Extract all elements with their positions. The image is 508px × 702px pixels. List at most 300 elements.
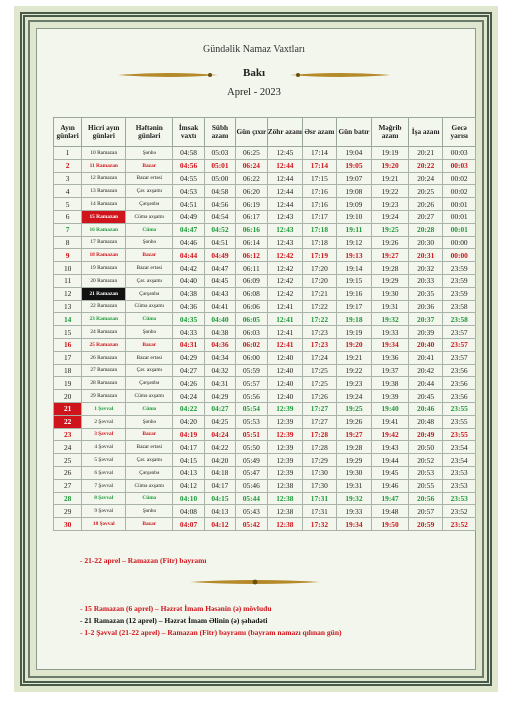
table-cell: 12 Ramazan (82, 172, 126, 185)
table-cell: 06:09 (236, 274, 267, 287)
table-cell: 04:52 (204, 223, 235, 236)
note-2: - 21 Ramazan (12 aprel) – Həzrət İmam Əlinin (ə) şəhadəti (80, 616, 268, 625)
table-cell: 04:08 (173, 505, 204, 518)
table-cell: 12:42 (267, 262, 303, 275)
table-cell: 12:39 (267, 454, 303, 467)
table-cell: 04:07 (173, 518, 204, 531)
table-cell: 19:32 (336, 492, 372, 505)
table-row (54, 518, 476, 531)
table-cell: Çərşənbə (126, 198, 173, 211)
table-cell: 04:55 (173, 172, 204, 185)
table-cell: 19:25 (372, 223, 409, 236)
table-cell: 20:46 (408, 402, 443, 415)
table-cell: 7 (54, 223, 82, 236)
table-cell: Bazar (126, 338, 173, 351)
table-cell: 05:57 (236, 377, 267, 390)
table-cell: 28 Ramazan (82, 377, 126, 390)
table-cell: 19:47 (372, 492, 409, 505)
table-cell: 12:44 (267, 185, 303, 198)
table-cell: 20:41 (408, 351, 443, 364)
table-cell: 19:36 (372, 351, 409, 364)
table-cell: 12:44 (267, 198, 303, 211)
table-cell: 04:38 (173, 287, 204, 300)
table-cell: 17:23 (303, 326, 337, 339)
table-cell: 19:27 (372, 249, 409, 262)
table-cell: 19:15 (336, 274, 372, 287)
table-cell: 12:40 (267, 364, 303, 377)
table-row (54, 351, 476, 364)
table-cell: 23:56 (443, 390, 476, 403)
table-cell: 20:56 (408, 492, 443, 505)
table-cell: 05:49 (236, 454, 267, 467)
table-cell: 24 (54, 441, 82, 454)
table-cell: 20:44 (408, 377, 443, 390)
table-cell: 04:58 (173, 147, 204, 160)
table-cell: 19:30 (372, 287, 409, 300)
table-cell: 04:17 (204, 479, 235, 492)
table-cell: 19:24 (372, 210, 409, 223)
table-row (54, 402, 476, 415)
table-row (54, 274, 476, 287)
table-cell: 17:20 (303, 274, 337, 287)
table-cell: 23:56 (443, 377, 476, 390)
table-cell: 00:02 (443, 185, 476, 198)
table-cell: 23:53 (443, 479, 476, 492)
table-cell: 12:43 (267, 210, 303, 223)
table-cell: 20:40 (408, 338, 443, 351)
table-cell: 17:16 (303, 185, 337, 198)
table-cell: 20:39 (408, 326, 443, 339)
table-cell: Şənbə (126, 505, 173, 518)
table-cell: 19 Ramazan (82, 262, 126, 275)
table-cell: 04:31 (204, 377, 235, 390)
table-cell: 14 Ramazan (82, 198, 126, 211)
table-cell: 23:53 (443, 492, 476, 505)
table-cell: 29 Ramazan (82, 390, 126, 403)
table-row (54, 364, 476, 377)
table-cell: 23:59 (443, 262, 476, 275)
table-cell: 17:30 (303, 466, 337, 479)
table-cell: 04:36 (204, 338, 235, 351)
table-row (54, 185, 476, 198)
table-cell: 11 Ramazan (82, 159, 126, 172)
table-cell: 06:19 (236, 198, 267, 211)
table-row (54, 415, 476, 428)
table-row (54, 428, 476, 441)
table-cell: 19:16 (336, 287, 372, 300)
note-3: - 1-2 Şəvval (21-22 aprel) – Ramazan (Fitr) bayramı (bayram namazı qılınan gün) (80, 628, 342, 637)
table-cell: 06:03 (236, 326, 267, 339)
table-cell: 23:53 (443, 466, 476, 479)
table-cell: 06:06 (236, 300, 267, 313)
table-cell: 4 Şəvval (82, 441, 126, 454)
table-cell: 1 Şəvval (82, 402, 126, 415)
table-cell: 19:42 (372, 428, 409, 441)
table-cell: 23:57 (443, 338, 476, 351)
table-cell: 17 Ramazan (82, 236, 126, 249)
table-cell: 19:13 (336, 249, 372, 262)
table-cell: 19 (54, 377, 82, 390)
table-cell: 04:49 (173, 210, 204, 223)
table-cell: 19:26 (372, 236, 409, 249)
table-row (54, 300, 476, 313)
table-cell: Cümə (126, 313, 173, 326)
table-cell: 12:39 (267, 466, 303, 479)
table-cell: 23:58 (443, 313, 476, 326)
table-row (54, 338, 476, 351)
table-cell: 12:42 (267, 287, 303, 300)
table-cell: 20:31 (408, 249, 443, 262)
table-cell: 17:29 (303, 454, 337, 467)
table-cell: 20:25 (408, 185, 443, 198)
table-cell: 16 Ramazan (82, 223, 126, 236)
table-cell: 00:03 (443, 159, 476, 172)
table-cell: 19:39 (372, 390, 409, 403)
table-cell: 04:27 (204, 402, 235, 415)
table-cell: 20:24 (408, 172, 443, 185)
table-cell: 3 (54, 172, 82, 185)
table-cell: 20:32 (408, 262, 443, 275)
table-cell: 04:34 (204, 351, 235, 364)
table-row (54, 172, 476, 185)
table-cell: 17:30 (303, 479, 337, 492)
table-cell: 04:12 (173, 479, 204, 492)
table-cell: 4 (54, 185, 82, 198)
divider-ornament-icon (190, 578, 320, 586)
table-cell: 17:31 (303, 492, 337, 505)
table-cell: 04:13 (173, 466, 204, 479)
table-cell: 20:48 (408, 415, 443, 428)
table-cell: 04:17 (173, 441, 204, 454)
table-cell: 19:28 (372, 262, 409, 275)
table-cell: 22 Ramazan (82, 300, 126, 313)
table-cell: 19:22 (372, 185, 409, 198)
table-cell: 13 Ramazan (82, 185, 126, 198)
table-cell: 19:33 (372, 326, 409, 339)
table-cell: 12:45 (267, 147, 303, 160)
table-cell: 21 Ramazan (82, 287, 126, 300)
table-cell: 20:37 (408, 313, 443, 326)
table-cell: 12:38 (267, 492, 303, 505)
table-cell: 04:25 (204, 415, 235, 428)
table-cell: 04:53 (173, 185, 204, 198)
table-cell: 29 (54, 505, 82, 518)
table-cell: 04:22 (204, 441, 235, 454)
table-cell: 05:50 (236, 441, 267, 454)
table-cell: 19:20 (372, 159, 409, 172)
table-cell: 19:27 (336, 428, 372, 441)
table-cell: 19:17 (336, 300, 372, 313)
table-cell: 17:25 (303, 377, 337, 390)
table-cell: 18 (54, 364, 82, 377)
table-cell: 10 (54, 262, 82, 275)
table-cell: Cümə axşamı (126, 300, 173, 313)
table-cell: 20:42 (408, 364, 443, 377)
table-cell: 19:37 (372, 364, 409, 377)
table-cell: Çərşənbə (126, 377, 173, 390)
table-cell: 17:18 (303, 236, 337, 249)
table-row (54, 249, 476, 262)
table-cell: 12:42 (267, 249, 303, 262)
column-header: Ayın günləri (54, 118, 82, 147)
table-row (54, 390, 476, 403)
table-cell: 20:52 (408, 454, 443, 467)
table-cell: 8 Şəvval (82, 492, 126, 505)
table-cell: 19:14 (336, 262, 372, 275)
table-cell: 04:43 (204, 287, 235, 300)
table-cell: 04:32 (204, 364, 235, 377)
table-cell: Bazar ertəsi (126, 172, 173, 185)
table-cell: 14 (54, 313, 82, 326)
table-cell: Cümə (126, 223, 173, 236)
table-cell: 18 Ramazan (82, 249, 126, 262)
table-cell: 10 Ramazan (82, 147, 126, 160)
table-cell: 23:52 (443, 518, 476, 531)
table-cell: 10 Şəvval (82, 518, 126, 531)
column-header: İmsak vaxtı (173, 118, 204, 147)
table-cell: 06:08 (236, 287, 267, 300)
table-cell: 04:49 (204, 249, 235, 262)
table-cell: 19:20 (336, 338, 372, 351)
table-cell: 17:27 (303, 415, 337, 428)
table-cell: 12:44 (267, 159, 303, 172)
table-cell: 19:21 (372, 172, 409, 185)
table-cell: 23:58 (443, 300, 476, 313)
table-cell: 04:12 (204, 518, 235, 531)
table-row (54, 326, 476, 339)
table-row (54, 159, 476, 172)
table-cell: 19:08 (336, 185, 372, 198)
table-cell: 04:38 (204, 326, 235, 339)
table-cell: 12:41 (267, 300, 303, 313)
table-cell: 12:42 (267, 274, 303, 287)
table-row (54, 198, 476, 211)
table-cell: 20:49 (408, 428, 443, 441)
table-cell: 04:46 (173, 236, 204, 249)
table-cell: 15 (54, 326, 82, 339)
table-cell: 06:05 (236, 313, 267, 326)
table-cell: 04:27 (173, 364, 204, 377)
table-cell: 12:39 (267, 428, 303, 441)
table-row (54, 492, 476, 505)
table-cell: 17:24 (303, 351, 337, 364)
table-cell: 05:42 (236, 518, 267, 531)
table-cell: 06:12 (236, 249, 267, 262)
table-cell: 04:58 (204, 185, 235, 198)
table-cell: 04:42 (173, 262, 204, 275)
table-cell: 20:33 (408, 274, 443, 287)
table-cell: 17:19 (303, 249, 337, 262)
table-cell: 19:34 (372, 338, 409, 351)
table-cell: 3 Şəvval (82, 428, 126, 441)
table-cell: 04:20 (173, 415, 204, 428)
table-cell: 20:28 (408, 223, 443, 236)
table-cell: 25 Ramazan (82, 338, 126, 351)
table-cell: 20:27 (408, 210, 443, 223)
table-cell: 20:59 (408, 518, 443, 531)
table-cell: 17:16 (303, 198, 337, 211)
table-cell: 00:01 (443, 223, 476, 236)
table-cell: 12:39 (267, 441, 303, 454)
table-cell: Çər. axşamı (126, 185, 173, 198)
table-cell: 17:22 (303, 300, 337, 313)
table-row (54, 210, 476, 223)
table-cell: 12:40 (267, 351, 303, 364)
table-cell: 04:40 (173, 274, 204, 287)
table-cell: 12:38 (267, 479, 303, 492)
table-cell: 19:29 (372, 274, 409, 287)
table-cell: 17:28 (303, 441, 337, 454)
table-cell: 19:45 (372, 466, 409, 479)
table-cell: 04:15 (173, 454, 204, 467)
table-cell: 04:13 (204, 505, 235, 518)
table-cell: 23:54 (443, 454, 476, 467)
table-cell: 17:23 (303, 338, 337, 351)
table-cell: 23 (54, 428, 82, 441)
table-cell: 19:40 (372, 402, 409, 415)
table-cell: Şənbə (126, 236, 173, 249)
table-cell: 7 Şəvval (82, 479, 126, 492)
table-cell: 05:44 (236, 492, 267, 505)
table-cell: 19:50 (372, 518, 409, 531)
table-cell: Bazar (126, 159, 173, 172)
table-cell: 6 Şəvval (82, 466, 126, 479)
table-cell: Cümə axşamı (126, 479, 173, 492)
table-cell: 12:39 (267, 402, 303, 415)
table-cell: 04:22 (173, 402, 204, 415)
table-cell: 04:33 (173, 326, 204, 339)
table-cell: 19:33 (336, 505, 372, 518)
table-cell: 05:51 (236, 428, 267, 441)
table-cell: 06:22 (236, 172, 267, 185)
table-cell: 05:47 (236, 466, 267, 479)
table-cell: 30 (54, 518, 82, 531)
table-cell: 19:28 (336, 441, 372, 454)
table-cell: 17:27 (303, 402, 337, 415)
table-cell: 04:47 (204, 262, 235, 275)
table-cell: 17:26 (303, 390, 337, 403)
table-cell: 20:22 (408, 159, 443, 172)
table-cell: 23:52 (443, 505, 476, 518)
table-cell: 04:29 (173, 351, 204, 364)
table-cell: 05:54 (236, 402, 267, 415)
table-cell: 19:22 (336, 364, 372, 377)
table-cell: 25 (54, 454, 82, 467)
table-cell: 22 (54, 415, 82, 428)
table-cell: 06:02 (236, 338, 267, 351)
table-cell: 23:55 (443, 415, 476, 428)
column-header: Məğrib azanı (372, 118, 409, 147)
table-header-row (54, 118, 476, 147)
table-cell: Şənbə (126, 147, 173, 160)
table-cell: Bazar ertəsi (126, 441, 173, 454)
table-cell: 20:53 (408, 466, 443, 479)
table-cell: 19:10 (336, 210, 372, 223)
table-cell: 17:22 (303, 313, 337, 326)
table-cell: 04:20 (204, 454, 235, 467)
table-cell: Çər. axşamı (126, 454, 173, 467)
table-cell: 17:17 (303, 210, 337, 223)
column-header: Əsr azanı (303, 118, 337, 147)
table-cell: Bazar (126, 428, 173, 441)
table-cell: 17:28 (303, 428, 337, 441)
table-cell: 24 Ramazan (82, 326, 126, 339)
table-cell: 19:48 (372, 505, 409, 518)
table-cell: 19:07 (336, 172, 372, 185)
table-cell: 2 (54, 159, 82, 172)
table-cell: 19:29 (336, 454, 372, 467)
column-header: Həftənin günləri (126, 118, 173, 147)
table-cell: 04:36 (173, 300, 204, 313)
table-cell: 04:26 (173, 377, 204, 390)
table-row (54, 236, 476, 249)
city-title: Bakı (242, 67, 265, 79)
table-cell: 06:16 (236, 223, 267, 236)
table-cell: 04:18 (204, 466, 235, 479)
table-cell: 28 (54, 492, 82, 505)
table-cell: 12:41 (267, 338, 303, 351)
table-cell: 04:24 (173, 390, 204, 403)
table-cell: 19:23 (372, 198, 409, 211)
table-cell: 04:31 (173, 338, 204, 351)
table-cell: 12:44 (267, 172, 303, 185)
table-row (54, 377, 476, 390)
table-cell: 20:55 (408, 479, 443, 492)
table-cell: Çərşənbə (126, 287, 173, 300)
holiday-note: - 21-22 aprel – Ramazan (Fitr) bayramı (80, 556, 207, 565)
table-cell: 19:05 (336, 159, 372, 172)
table-cell: Bazar ertəsi (126, 262, 173, 275)
column-header: İşa azanı (408, 118, 443, 147)
table-cell: 27 Ramazan (82, 364, 126, 377)
page-title: Gündəlik Namaz Vaxtları (202, 44, 305, 55)
table-cell: 06:24 (236, 159, 267, 172)
table-row (54, 313, 476, 326)
table-cell: 15 Ramazan (82, 210, 126, 223)
table-cell: 00:00 (443, 249, 476, 262)
table-cell: 05:00 (204, 172, 235, 185)
table-cell: Bazar (126, 518, 173, 531)
table-cell: 16 (54, 338, 82, 351)
table-cell: 19:19 (372, 147, 409, 160)
table-cell: 20:21 (408, 147, 443, 160)
table-cell: 06:14 (236, 236, 267, 249)
table-cell: Şənbə (126, 415, 173, 428)
table-cell: 05:46 (236, 479, 267, 492)
table-cell: 04:10 (173, 492, 204, 505)
table-cell: 12:43 (267, 236, 303, 249)
table-cell: 04:15 (204, 492, 235, 505)
column-header: Gün çıxır (236, 118, 267, 147)
table-cell: 23:56 (443, 364, 476, 377)
table-cell: 19:31 (336, 479, 372, 492)
table-cell: 19:41 (372, 415, 409, 428)
table-cell: 19:25 (336, 402, 372, 415)
table-cell: 17:18 (303, 223, 337, 236)
table-row (54, 466, 476, 479)
table-row (54, 505, 476, 518)
table-cell: 19:34 (336, 518, 372, 531)
table-cell: 04:45 (204, 274, 235, 287)
table-cell: 04:40 (204, 313, 235, 326)
table-row (54, 479, 476, 492)
table-cell: 13 (54, 300, 82, 313)
table-cell: 04:44 (173, 249, 204, 262)
table-row (54, 287, 476, 300)
table-cell: 12:39 (267, 415, 303, 428)
column-header: Hicri ayın günləri (82, 118, 126, 147)
table-cell: 12:38 (267, 518, 303, 531)
